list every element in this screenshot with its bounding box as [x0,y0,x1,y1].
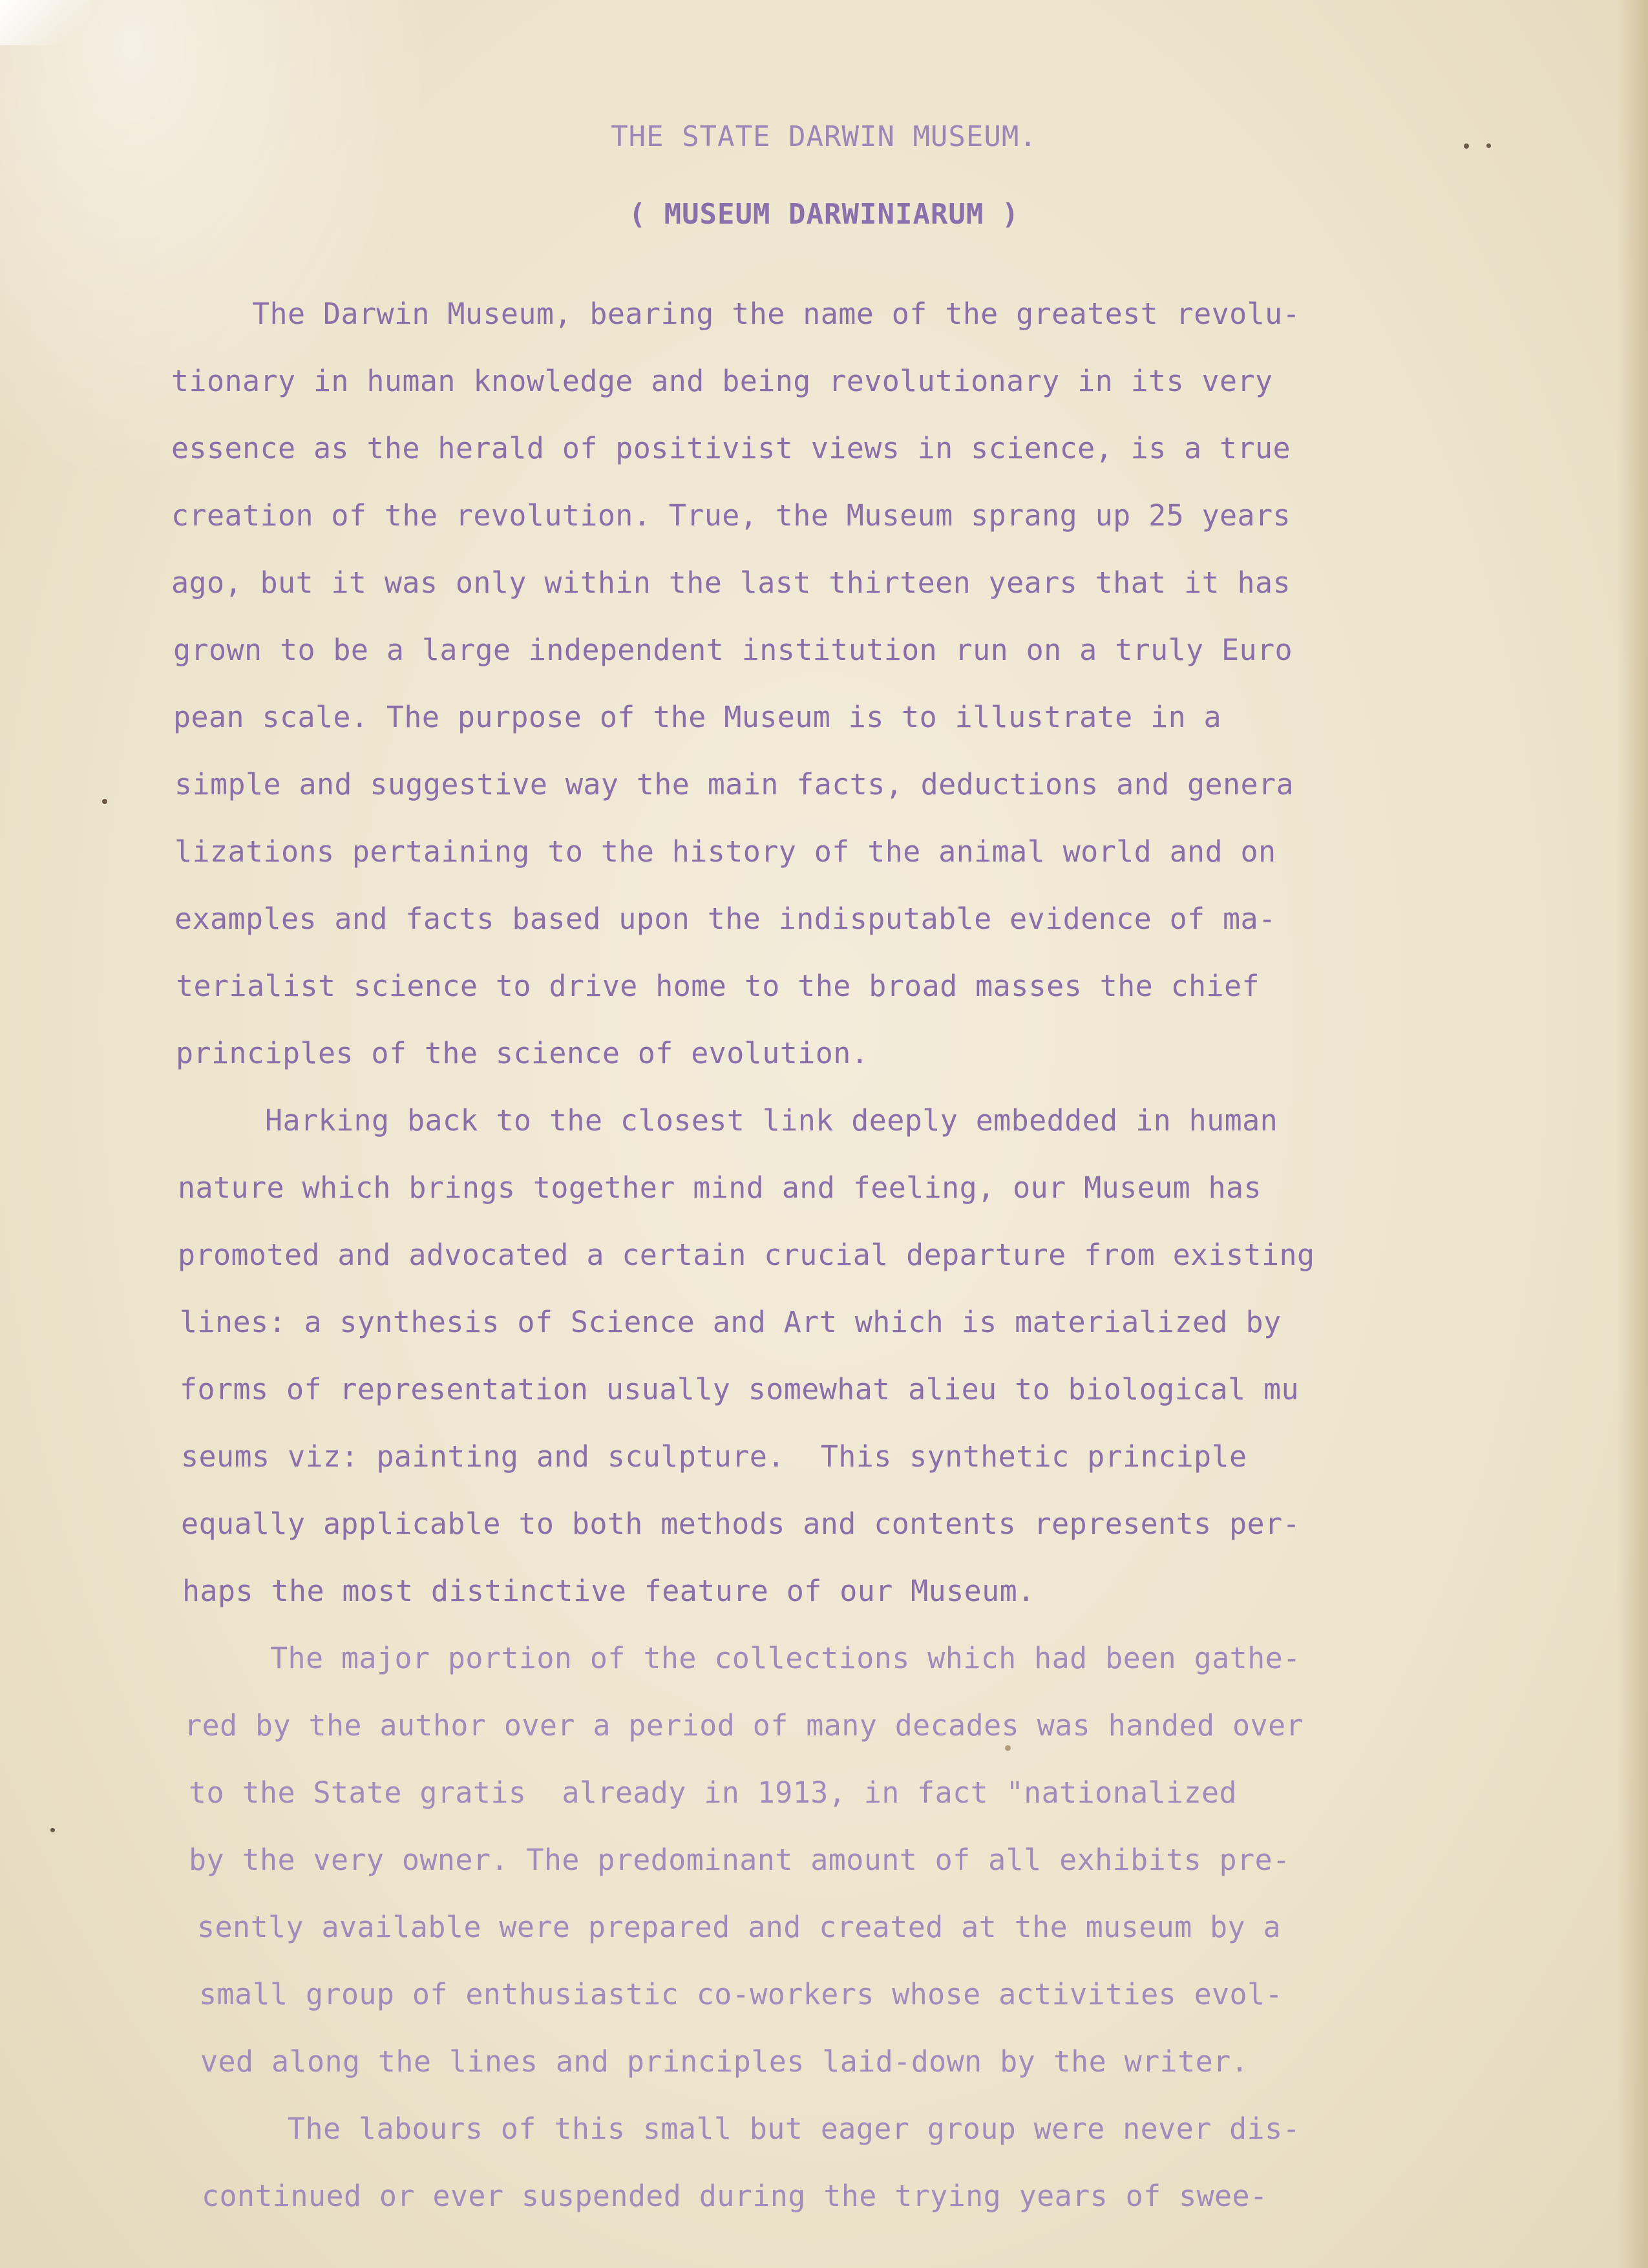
text-line: promoted and advocated a certain crucial departure from existing [178,1238,1315,1272]
text-line: by the very owner. The predominant amount of all exhibits pre- [189,1843,1291,1877]
text-line: pean scale. The purpose of the Museum is to illustrate in a [173,700,1222,734]
text-line: grown to be a large independent institution run on a truly Euro [173,633,1293,667]
text-line: Harking back to the closest link deeply embedded in human [265,1103,1278,1138]
document-title: THE STATE DARWIN MUSEUM. [611,120,1037,153]
text-line: creation of the revolution. True, the Museum sprang up 25 years [171,498,1291,533]
text-line: haps the most distinctive feature of our Museum. [182,1574,1035,1608]
text-line: The major portion of the collections which had been gathe- [270,1641,1301,1675]
paper-speck [1486,143,1491,148]
paper-speck [1464,143,1469,149]
document-subtitle: ( MUSEUM DARWINIARUM ) [628,198,1020,231]
paper-speck [1005,1745,1011,1751]
text-line: to the State gratis already in 1913, in fact "nationalized [189,1775,1238,1810]
text-line: continued or ever suspended during the trying years of swee- [202,2179,1268,2213]
text-line: terialist science to drive home to the broad masses the chief [176,969,1260,1003]
text-line: ago, but it was only within the last thirteen years that it has [171,566,1291,600]
text-line: principles of the science of evolution. [176,1036,869,1070]
text-line: simple and suggestive way the main facts, deductions and genera [174,767,1294,801]
text-line: examples and facts based upon the indisputable evidence of ma- [174,902,1276,936]
text-line: tionary in human knowledge and being revolutionary in its very [171,364,1273,398]
text-line: equally applicable to both methods and contents represents per- [181,1507,1301,1541]
text-line: The Darwin Museum, bearing the name of the greatest revolu- [252,297,1301,331]
text-line: ved along the lines and principles laid-down by the writer. [200,2044,1249,2079]
text-line: sently available were prepared and created at the museum by a [197,1910,1282,1944]
text-line: lines: a synthesis of Science and Art which is materialized by [180,1305,1282,1339]
text-line: The labours of this small but eager group were never dis- [288,2112,1301,2146]
text-line: red by the author over a period of many decades was handed over [184,1708,1304,1743]
text-line: nature which brings together mind and feeling, our Museum has [178,1171,1262,1205]
text-line: lizations pertaining to the history of the animal world and on [174,834,1276,869]
text-line: essence as the herald of positivist views in science, is a true [171,431,1291,465]
text-line: seums viz: painting and sculpture. This synthetic principle [181,1439,1247,1474]
text-line: small group of enthusiastic co-workers whose activities evol- [199,1977,1284,2011]
paper-speck [102,799,107,804]
paper-speck [50,1828,55,1832]
text-line: forms of representation usually somewhat alieu to biological mu [180,1372,1300,1406]
